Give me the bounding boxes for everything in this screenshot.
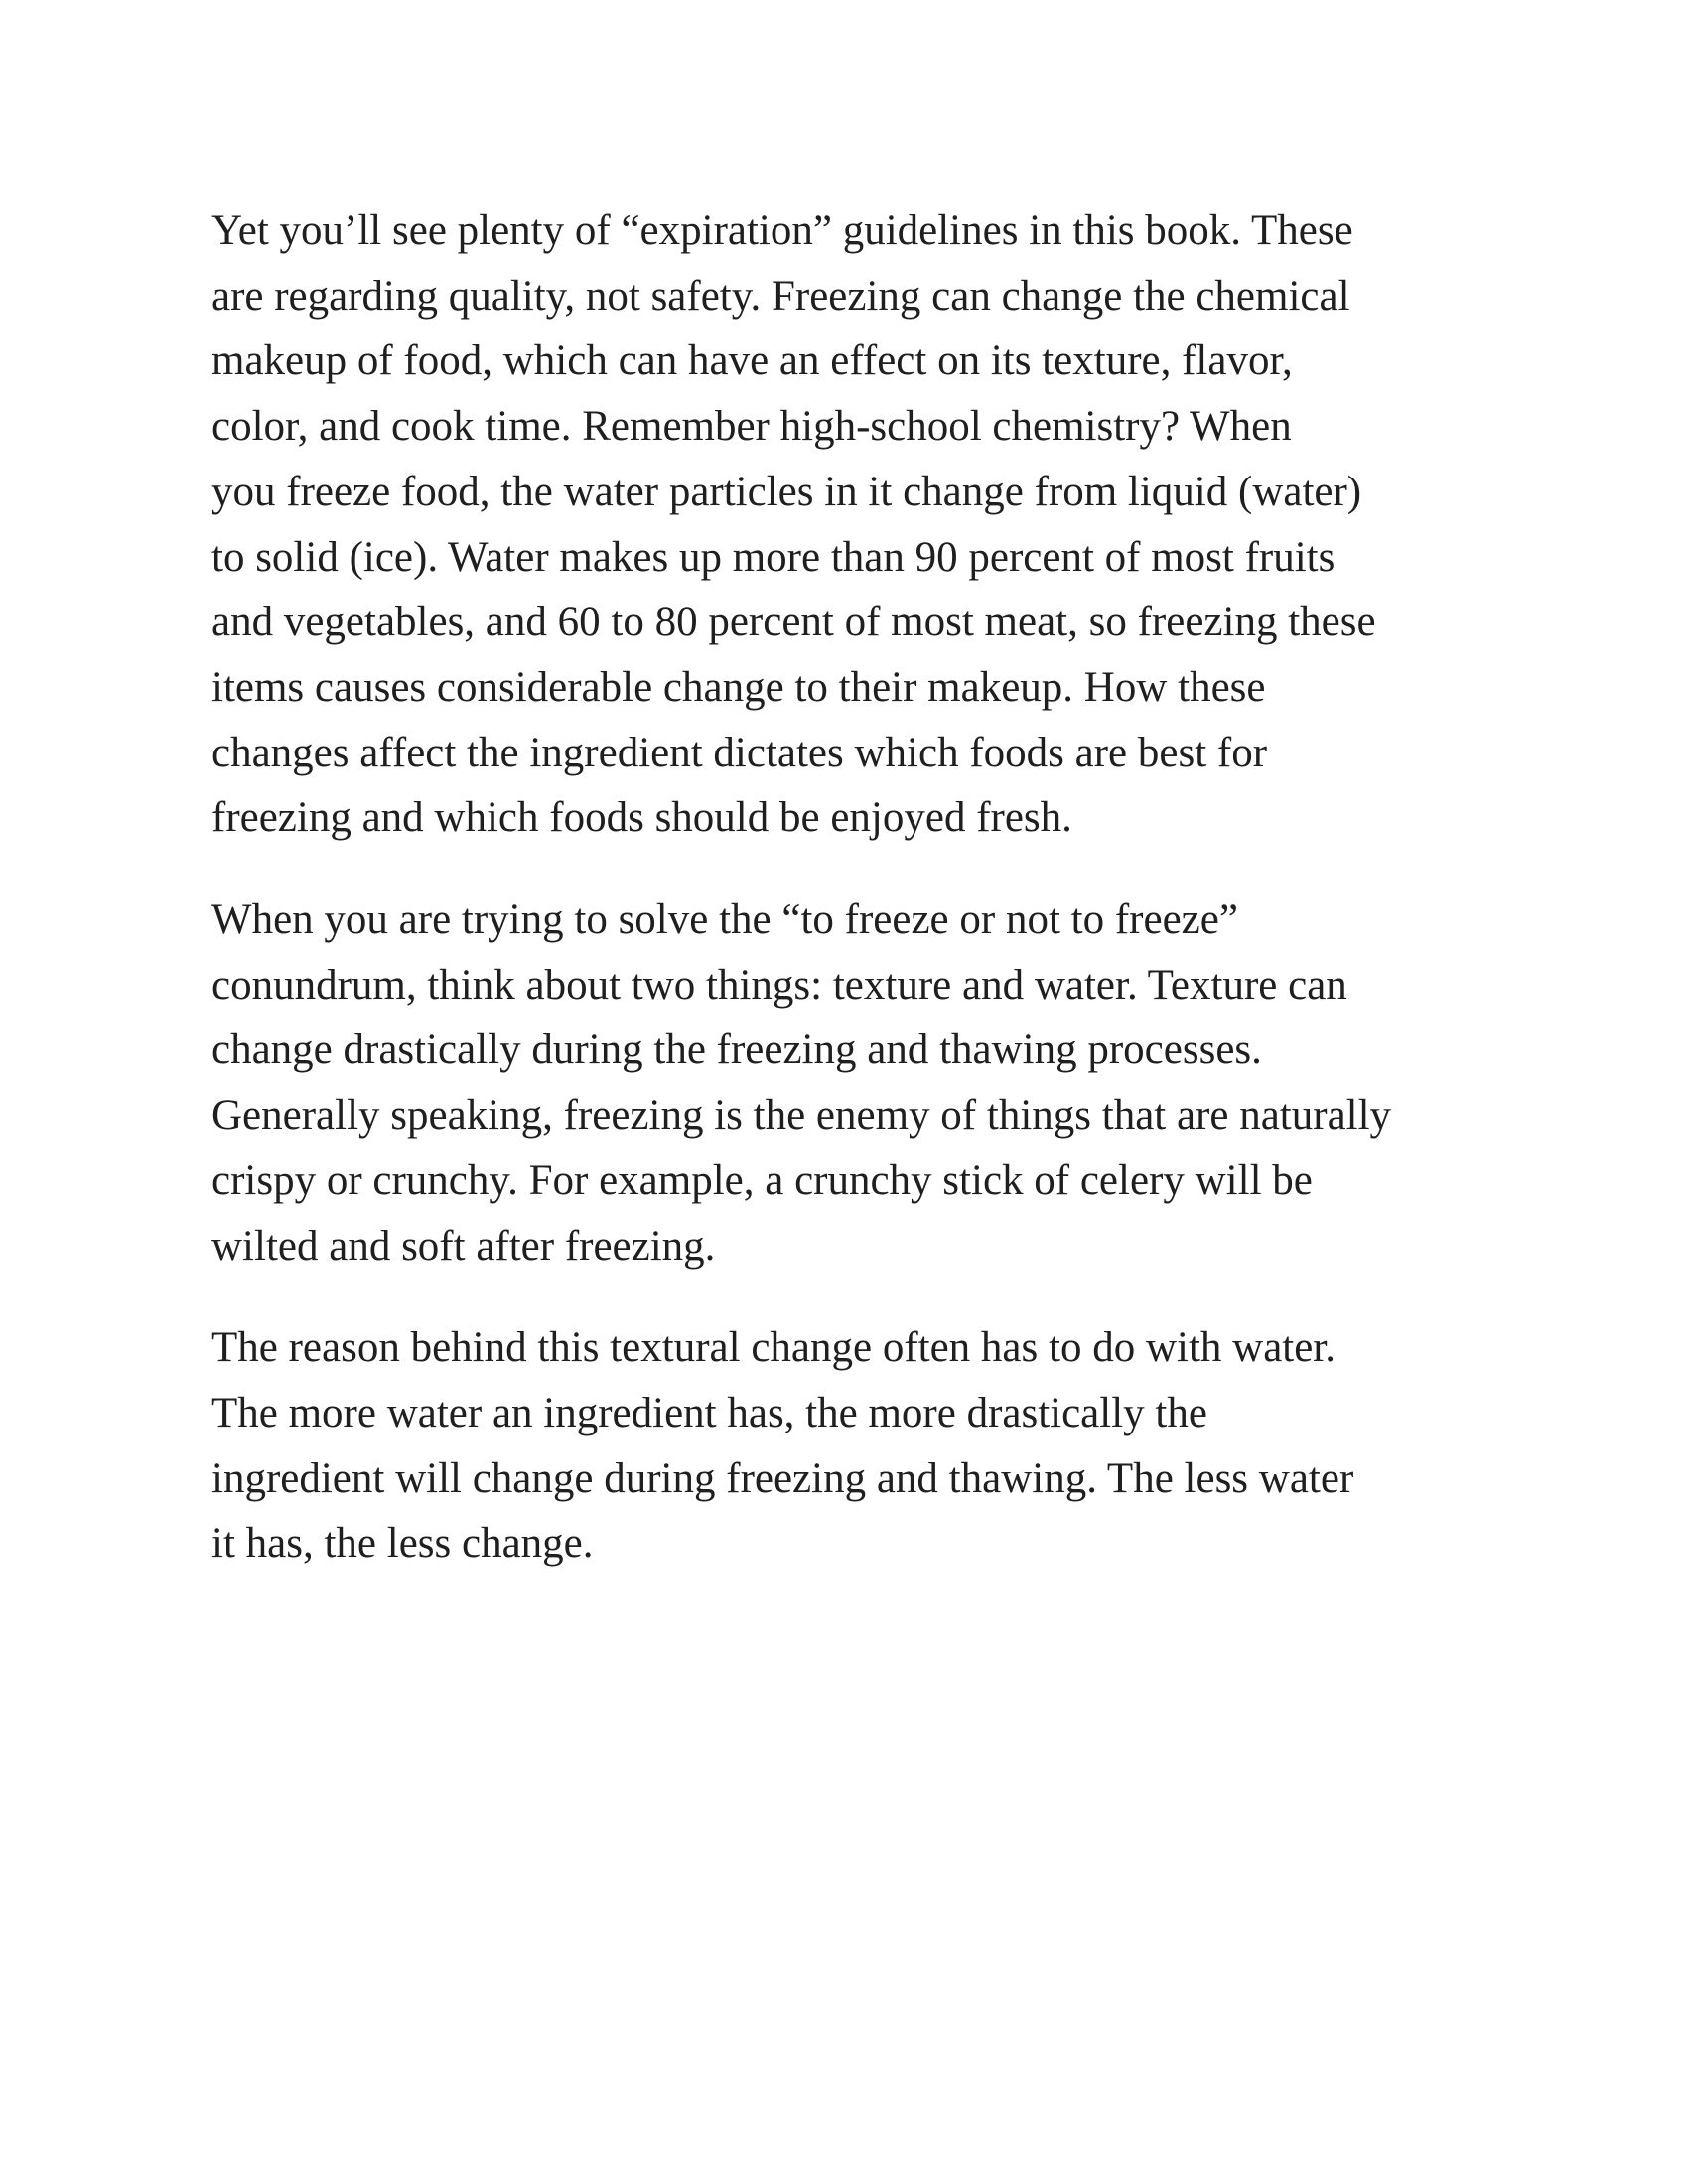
paragraph-water-content: [211, 1315, 1502, 1576]
text-line: When you are trying to solve the “to freeze or not to freeze”: [211, 896, 1238, 944]
text-line: and vegetables, and 60 to 80 percent of most meat, so freezing these: [211, 599, 1376, 646]
text-line: are regarding quality, not safety. Freezing can change the chemical: [211, 272, 1350, 320]
text-line: change drastically during the freezing and thawing processes.: [211, 1026, 1262, 1074]
text-line: wilted and soft after freezing.: [211, 1222, 716, 1270]
text-line: items causes considerable change to their makeup. How these: [211, 663, 1266, 711]
text-line: color, and cook time. Remember high-school chemistry? When: [211, 403, 1292, 451]
text-line: freezing and which foods should be enjoyed fresh.: [211, 794, 1072, 842]
text-line: conundrum, think about two things: texture and water. Texture can: [211, 961, 1347, 1009]
text-line: changes affect the ingredient dictates which foods are best for: [211, 729, 1268, 776]
text-line: The reason behind this textural change often has to do with water.: [211, 1324, 1336, 1372]
text-line: Generally speaking, freezing is the enemy of things that are naturally: [211, 1092, 1392, 1140]
text-line: The more water an ingredient has, the more drastically the: [211, 1389, 1207, 1436]
text-line: it has, the less change.: [211, 1520, 594, 1568]
text-line: Yet you’ll see plenty of “expiration” guidelines in this book. These: [211, 207, 1353, 254]
paragraph-texture-and-water: [211, 887, 1502, 1279]
paragraph-expiration-guidelines: [211, 199, 1502, 851]
text-line: to solid (ice). Water makes up more than 90 percent of most fruits: [211, 533, 1336, 581]
body-text: [211, 199, 1502, 1576]
text-line: makeup of food, which can have an effect on its texture, flavor,: [211, 338, 1293, 385]
text-line: you freeze food, the water particles in it change from liquid (water): [211, 468, 1362, 515]
text-line: crispy or crunchy. For example, a crunchy stick of celery will be: [211, 1157, 1313, 1204]
text-line: ingredient will change during freezing and thawing. The less water: [211, 1454, 1354, 1502]
